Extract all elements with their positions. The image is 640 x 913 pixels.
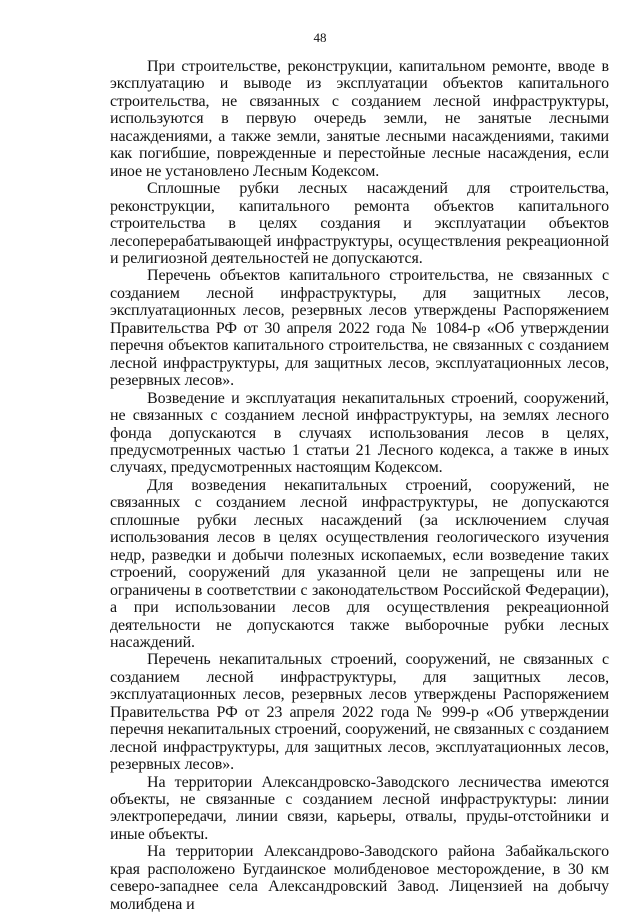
paragraph-non-capital-structures: Возведение и эксплуатация некапитальных строений, сооружений, не связанных с созданием лесной инфраструктуры, на землях лесного фонда допускаются в случаях использования лесов в целях, предусмотренных частью 1 статьи 21 Лесного кодекса, а также в иных случаях, предусмотренных настоящим Кодексом. [110, 389, 609, 477]
paragraph-forestry-objects: На территории Александровско-Заводского лесничества имеются объекты, не связанные с созданием лесной инфраструктуры: линии электропередачи, линии связи, карьеры, отвалы, пруды-отстойники и иные объекты. [110, 773, 609, 843]
paragraph-non-capital-cutting-rules: Для возведения некапитальных строений, сооружений, не связанных с созданием лесной инфраструктуры, не допускаются сплошные рубки лесных насаждений (за исключением случая использования лесов в целях осуществления геологического изучения недр, разведки и добычи полезных ископаемых, если возведение таких строений, сооружений для указанной цели не запрещены или не ограничены в соответствии с законодательством Российской Федерации), а при использовании лесов для осуществления рекреационной деятельности не допускаются также выборочные рубки лесных насаждений. [110, 476, 609, 651]
page-number: 48 [313, 30, 327, 45]
document-body [110, 58, 609, 913]
paragraph-construction-lands: При строительстве, реконструкции, капитальном ремонте, вводе в эксплуатацию и выводе из эксплуатации объектов капитального строительства, не связанных с созданием лесной инфраструктуры, используются в первую очередь земли, не занятые лесными насаждениями, а также земли, занятые лесными насаждениями, такими как погибшие, поврежденные и перестойные лесные насаждения, если иное не установлено Лесным Кодексом. [110, 58, 609, 180]
paragraph-capital-objects-list: Перечень объектов капитального строительства, не связанных с созданием лесной инфраструктуры, для защитных лесов, эксплуатационных лесов, резервных лесов утверждены Распоряжением Правительства РФ от 30 апреля 2022 года № 1084-р «Об утверждении перечня объектов капитального строительства, не связанных с созданием лесной инфраструктуры, для защитных лесов, эксплуатационных лесов, резервных лесов». [110, 267, 609, 390]
paragraph-clear-cutting-restrictions: Сплошные рубки лесных насаждений для строительства, реконструкции, капитального ремонта объектов капитального строительства в целях создания и эксплуатации объектов лесоперерабатывающей инфраструктуры, осуществления рекреационной и религиозной деятельностей не допускаются. [110, 180, 609, 267]
paragraph-molybdenum-deposit: На территории Александрово-Заводского района Забайкальского края расположено Бугдаинское молибденовое месторождение, в 30 км северо-западнее села Александровский Завод. Лицензией на добычу молибдена и [110, 843, 609, 913]
paragraph-non-capital-objects-list: Перечень некапитальных строений, сооружений, не связанных с созданием лесной инфраструктуры, для защитных лесов, эксплуатационных лесов, резервных лесов утверждены Распоряжением Правительства РФ от 23 апреля 2022 года № 999-р «Об утверждении перечня некапитальных строений, сооружений, не связанных с созданием лесной инфраструктуры, для защитных лесов, эксплуатационных лесов, резервных лесов». [110, 651, 609, 774]
